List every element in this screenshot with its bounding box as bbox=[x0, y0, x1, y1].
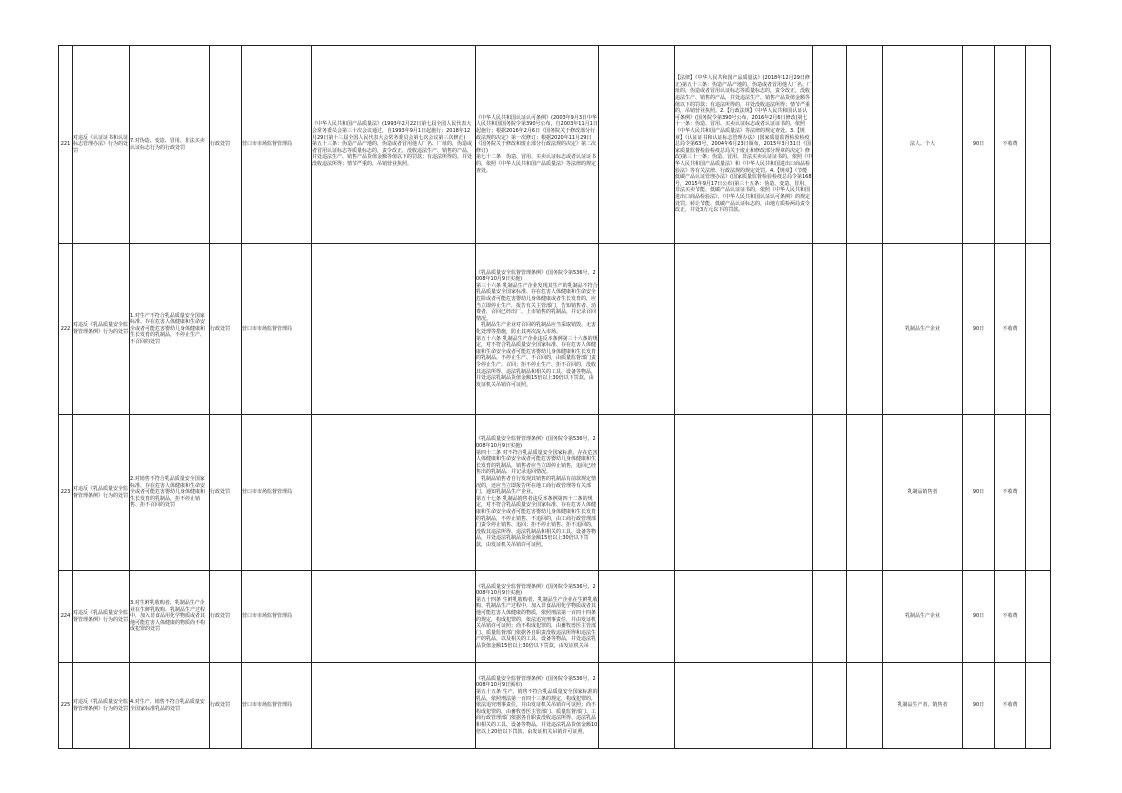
empty-cell bbox=[599, 571, 675, 663]
implementing-agency: 营口市市场监督管理局 bbox=[242, 46, 312, 244]
fee-status: 不收费 bbox=[995, 571, 1026, 663]
empty-cell bbox=[847, 46, 883, 244]
empty-cell bbox=[599, 244, 675, 415]
item-name: 对违反《乳品质量安全监督管理条例》行为的处罚 bbox=[73, 415, 130, 571]
legal-basis-regulation: 《乳品质量安全监督管理条例》(国务院令第536号，2008年10月9日实施) 第三十六条 乳制品生产企业发现其生产的乳制品不符合乳品质量安全国家标准、存在危害人体健康和生命安全危险或者可能危害婴幼儿身体健康或者生长发育的，应当立即停止生产，报告有关主管部门，告知销售者、消费者，召回已经出厂、上市销售的乳制品，并记录召回情况。 乳制品生产企业对召回的乳制品应当采取销毁、无害化处理等措施，防止其再次流入市场。 第五十六条 乳制品生产企业违反本条例第三十六条的规定，对不符合乳品质量安全国家标准、存在危害人体健康和生命安全或者可能危害婴幼儿身体健康和生长发育的乳制品，不停止生产、不召回的，由质量监督部门责令停止生产、召回；拒不停止生产、拒不召回的，没收其违法所得、违法乳制品和相关的工具、设备等物品，并处违法乳制品货值金额15倍以上30倍以下罚款，由发证机关吊销许可证照。 bbox=[476, 244, 599, 415]
sub-item-name: 4.对生产、销售不符合乳品质量安全国家标准乳品的处罚 bbox=[130, 663, 210, 749]
time-limit: 90日 bbox=[963, 571, 995, 663]
fee-status: 不收费 bbox=[995, 46, 1026, 244]
empty-cell bbox=[1026, 46, 1051, 244]
implementing-agency: 营口市市场监督管理局 bbox=[242, 571, 312, 663]
row-number: 221 bbox=[59, 46, 73, 244]
row-number: 222 bbox=[59, 244, 73, 415]
item-name: 对违反《认证证书和认证标志管理办法》行为的处罚 bbox=[73, 46, 130, 244]
implementing-agency: 营口市市场监督管理局 bbox=[242, 244, 312, 415]
empty-cell bbox=[847, 415, 883, 571]
implementing-agency: 营口市市场监督管理局 bbox=[242, 663, 312, 749]
table-row bbox=[59, 571, 1051, 663]
row-number: 223 bbox=[59, 415, 73, 571]
empty-cell bbox=[813, 244, 847, 415]
legal-basis-rules: 【法律】《中华人民共和国产品质量法》(2018年12月29日修正)第五十三条：伪造产品产地的，伪造或者冒用他人厂名、厂址的，伪造或者冒用认证标志等质量标志的，责令改正，没收违法生产、销售的产品，并处违法生产、销售产品货值金额等值以下的罚款；有违法所得的，并处没收违法所得；情节严重的，吊销营业执照。2.【行政法规】《中华人民共和国认证认可条例》(国务院令第390号公布，2016年2月6日修改)第七十一条：伪造、冒用、买卖认证标志或者认证证书的，依照《中华人民共和国产品质量法》等法律的规定查处。3.【规章】《认证证书和认证标志管理办法》(国家质量监督检验检疫总局令第63号，2004年6月23日颁布，2015年3月31日《国家质量监督检验检疫总局关于废止和修改部分规章的决定》修改)第三十一条：伪造、冒用、非法买卖认证证书的，依照《中华人民共和国产品质量法》和《中华人民共和国进出口商品检验法》等有关法律、行政法规的规定处罚。4.【规章】《节能低碳产品认证管理办法》(国家质量监督检验检疫总局令第168号，2015年9月17日公布)第三十五条：伪造、变造、冒用、非法买卖节能、低碳产品认证证书的，依照《中华人民共和国进出口商品检验法》、《中华人民共和国认证认可条例》的规定处罚。转让节能、低碳产品认证标志的，由地方质检两局责令改正，并处3万元以下的罚款。 bbox=[675, 46, 813, 244]
table-row bbox=[59, 415, 1051, 571]
empty-cell bbox=[813, 415, 847, 571]
legal-basis-regulation: 《中华人民共和国认证认可条例》(2003年9月3日中华人民共和国国务院令第390号公布，自2003年11月1日起施行；根据2016年2月6日《国务院关于修改部分行政法规的决定》第一次修订；根据2020年11月29日《国务院关于修改和废止部分行政法规的决定》第二次修订) 第七十二条 伪造、冒用、买卖认证标志或者认证证书的，依照《中华人民共和国产品质量法》等法律的规定查处。 bbox=[476, 46, 599, 244]
time-limit: 90日 bbox=[963, 663, 995, 749]
legal-basis-regulation: 《乳品质量安全监督管理条例》(国务院令第536号，2008年10月9日实施) 第五十四条 生鲜乳收购者、乳制品生产企业在生鲜乳收购、乳制品生产过程中，加入非食品用化学物质或者其他可能危害人体健康的物质，依照刑法第一百四十四条的规定，构成犯罪的，依法追究刑事责任，并由发证机关吊销许可证照；尚不构成犯罪的，由畜牧兽医主管部门、质量监督部门依据各自职责没收违法所得和违法生产的乳品，以及相关的工具、设备等物品，并处违法乳品货值金额15倍以上30倍以下罚款，由发证机关吊 bbox=[476, 571, 599, 663]
empty-cell bbox=[1026, 244, 1051, 415]
sub-item-name: 1.对生产不符合乳品质量安全国家标准、存在危害人体健康和生命安全或者可能危害婴幼儿身体健康和生长发育的乳制品，不停止生产、不召回的处罚 bbox=[130, 244, 210, 415]
legal-basis-rules bbox=[675, 663, 813, 749]
target-subject: 乳制品生产企业 bbox=[883, 244, 963, 415]
fee-status: 不收费 bbox=[995, 415, 1026, 571]
legal-basis-rules bbox=[675, 415, 813, 571]
empty-cell bbox=[847, 571, 883, 663]
legal-basis-law bbox=[312, 415, 476, 571]
item-name: 对违反《乳品质量安全监督管理条例》行为的处罚 bbox=[73, 571, 130, 663]
legal-basis-law bbox=[312, 663, 476, 749]
empty-cell bbox=[813, 663, 847, 749]
empty-cell bbox=[1026, 663, 1051, 749]
power-type: 行政处罚 bbox=[210, 46, 242, 244]
table-row bbox=[59, 663, 1051, 749]
legal-basis-regulation: 《乳品质量安全监督管理条例》(国务院令第536号，2008年10月9日实施) 第四十二条 对不符合乳品质量安全国家标准、存在危害人体健康和生命安全或者可能危害婴幼儿身体健康和生长发育的乳制品，销售者应当立即停止销售，追回已经售出的乳制品，并记录追回情况。 乳制品销售者自行发现其销售的乳制品有前款规定情况的，还应当立即报告所在地工商行政管理等有关部门，通知乳制品生产企业。 第五十七条 乳制品销售者违反本条例第四十二条的规定，对不符合乳品质量安全国家标准、存在危害人体健康和生命安全或者可能危害婴幼儿身体健康和生长发育的乳制品，不停止销售、不追回的，由工商行政管理部门责令停止销售、追回；拒不停止销售、拒不追回的，没收其违法所得、违法乳制品和相关的工具、设备等物品，并处违法乳制品货值金额15倍以上30倍以下罚款，由发证机关吊销许可证照。 bbox=[476, 415, 599, 571]
empty-cell bbox=[1026, 415, 1051, 571]
sub-item-name: 3.对生鲜乳收购者、乳制品生产企业在生鲜乳收购、乳制品生产过程中，加入非食品用化学物质或者其他可能危害人体健康的物质尚不构成犯罪的处罚 bbox=[130, 571, 210, 663]
time-limit: 90日 bbox=[963, 46, 995, 244]
power-type: 行政处罚 bbox=[210, 571, 242, 663]
power-type: 行政处罚 bbox=[210, 244, 242, 415]
item-name: 对违反《乳品质量安全监督管理条例》行为的处罚 bbox=[73, 663, 130, 749]
legal-basis-rules bbox=[675, 244, 813, 415]
empty-cell bbox=[847, 663, 883, 749]
implementing-agency: 营口市市场监督管理局 bbox=[242, 415, 312, 571]
fee-status: 不收费 bbox=[995, 244, 1026, 415]
empty-cell bbox=[1026, 571, 1051, 663]
empty-cell bbox=[813, 571, 847, 663]
time-limit: 90日 bbox=[963, 415, 995, 571]
target-subject: 乳制品销售者 bbox=[883, 415, 963, 571]
target-subject: 法人、个人 bbox=[883, 46, 963, 244]
target-subject: 乳制品生产企业 bbox=[883, 571, 963, 663]
legal-basis-rules bbox=[675, 571, 813, 663]
power-type: 行政处罚 bbox=[210, 663, 242, 749]
power-list-table bbox=[58, 45, 1051, 749]
legal-basis-regulation: 《乳品质量安全监督管理条例》(国务院令第536号，2008年10月9日颁布) 第五十五条 生产、销售不符合乳品质量安全国家标准的乳品，依照刑法第一百四十三条的规定，构成犯罪的，依法追究刑事责任，并由发证机关吊销许可证照；尚不构成犯罪的，由畜牧兽医主管部门、质量监督部门、工商行政管理部门依据各自职责没收违法所得、违法乳品和相关的工具、设备等物品，并处违法乳品货值金额10倍以上20倍以下罚款，由发证机关吊销许可证照。 bbox=[476, 663, 599, 749]
empty-cell bbox=[599, 663, 675, 749]
fee-status: 不收费 bbox=[995, 663, 1026, 749]
legal-basis-law bbox=[312, 244, 476, 415]
power-type: 行政处罚 bbox=[210, 415, 242, 571]
empty-cell bbox=[599, 46, 675, 244]
empty-cell bbox=[847, 244, 883, 415]
time-limit: 90日 bbox=[963, 244, 995, 415]
row-number: 224 bbox=[59, 571, 73, 663]
table-row bbox=[59, 46, 1051, 244]
sub-item-name: 7.对伪造、变造、冒用、非法买卖认证标志行为的行政处罚 bbox=[130, 46, 210, 244]
row-number: 225 bbox=[59, 663, 73, 749]
table-row bbox=[59, 244, 1051, 415]
legal-basis-law bbox=[312, 571, 476, 663]
sub-item-name: 2.对销售不符合乳品质量安全国家标准、存在危害人体健康和生命安全或者可能危害婴幼儿身体健康和生长发育的乳制品，拒不停止销售、拒不召回的处罚 bbox=[130, 415, 210, 571]
empty-cell bbox=[599, 415, 675, 571]
target-subject: 乳制品生产者、销售者 bbox=[883, 663, 963, 749]
legal-basis-law: 《中华人民共和国产品质量法》(1993年2月22日第七届全国人民代表大会常务委员会第三十次会议通过，自1993年9月1日起施行；2018年12月29日第十三届全国人民代表大会常务委员会第七次会议第三次修正) 第五十三条：伪造产品产地的，伪造或者冒用他人厂名、厂址的，伪造或者冒用认证标志等质量标志的，责令改正，没收违法生产、销售的产品，并处违法生产、销售产品货值金额等值以下的罚款；有违法所得的，并处没收违法所得；情节严重的，吊销营业执照。 bbox=[312, 46, 476, 244]
empty-cell bbox=[813, 46, 847, 244]
item-name: 对违反《乳品质量安全监督管理条例》行为的处罚 bbox=[73, 244, 130, 415]
